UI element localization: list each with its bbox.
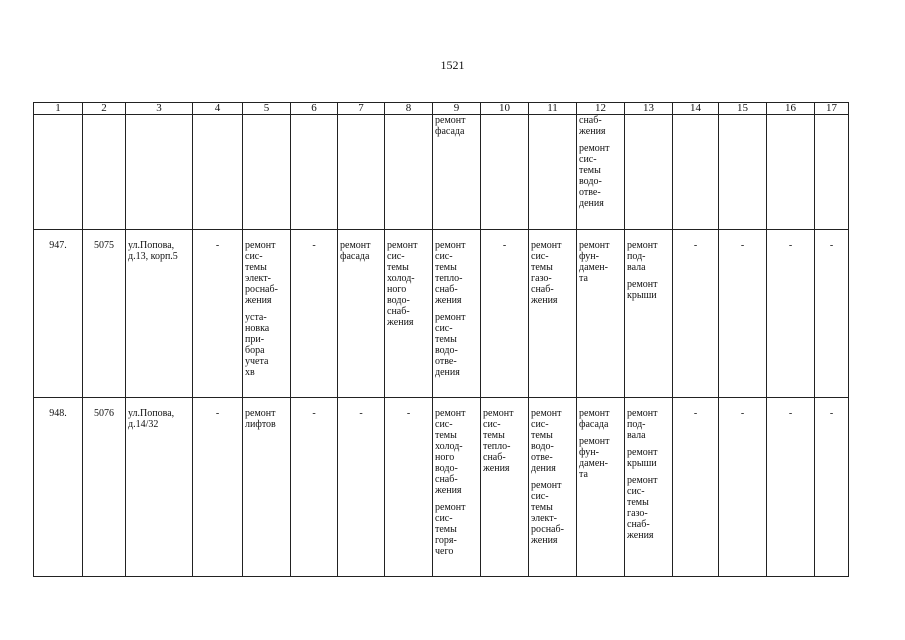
column-number-11: 11 xyxy=(529,103,577,115)
column-number-17: 17 xyxy=(815,103,849,115)
table-cell-col-6 xyxy=(291,230,338,398)
table-row xyxy=(34,398,849,577)
table-cell-col-14 xyxy=(673,398,719,577)
column-number-9: 9 xyxy=(433,103,481,115)
cell-text: ремонт под- вала xyxy=(627,240,658,273)
cell-text: уста- новка при- бора учета хв xyxy=(245,312,270,378)
cell-text: ремонт крыши xyxy=(627,447,658,469)
cell-text: 947. xyxy=(49,240,67,251)
cell-text: - xyxy=(215,408,220,419)
table-cell-col-9 xyxy=(433,398,481,577)
cell-text: ремонт лифтов xyxy=(245,408,276,430)
cell-text: ремонт сис- темы элект- роснаб- жения xyxy=(531,480,564,546)
table-row xyxy=(34,230,849,398)
cell-text: ремонт фун- дамен- та xyxy=(579,436,610,480)
table-cell-col-1 xyxy=(34,115,83,230)
cell-text: ремонт сис- темы холод- ного водо- снаб- жения xyxy=(387,240,418,328)
cell-text: ремонт под- вала xyxy=(627,408,658,441)
table-cell-col-12 xyxy=(577,115,625,230)
table-cell-col-16 xyxy=(767,398,815,577)
table-cell-col-7 xyxy=(338,230,385,398)
table-cell-col-2 xyxy=(83,230,126,398)
table-cell-col-11 xyxy=(529,398,577,577)
cell-text: - xyxy=(740,240,745,251)
column-number-6: 6 xyxy=(291,103,338,115)
table-cell-col-16 xyxy=(767,230,815,398)
table-cell-col-8 xyxy=(385,230,433,398)
table-cell-col-5 xyxy=(243,398,291,577)
cell-text: ремонт сис- темы водо- отве- дения xyxy=(531,408,562,474)
cell-text: ремонт сис- темы холод- ного водо- снаб- жения xyxy=(435,408,466,496)
cell-text: ремонт фасада xyxy=(579,408,610,430)
table-cell-col-16 xyxy=(767,115,815,230)
cell-text: - xyxy=(829,408,834,419)
table-cell-col-9 xyxy=(433,115,481,230)
table-cell-col-12 xyxy=(577,230,625,398)
cell-text: - xyxy=(693,408,698,419)
table-cell-col-15 xyxy=(719,398,767,577)
column-number-7: 7 xyxy=(338,103,385,115)
table-cell-col-9 xyxy=(433,230,481,398)
table-cell-col-11 xyxy=(529,115,577,230)
table-cell-col-10 xyxy=(481,230,529,398)
cell-text: - xyxy=(215,240,220,251)
repair-works-table xyxy=(33,102,849,577)
table-cell-col-10 xyxy=(481,398,529,577)
cell-text: - xyxy=(788,408,793,419)
table-cell-col-3 xyxy=(126,115,193,230)
table-cell-col-6 xyxy=(291,398,338,577)
cell-text: ремонт сис- темы газо- снаб- жения xyxy=(627,475,658,541)
table-cell-col-14 xyxy=(673,230,719,398)
cell-text: - xyxy=(312,408,316,419)
table-cell-col-5 xyxy=(243,230,291,398)
column-number-12: 12 xyxy=(577,103,625,115)
cell-text: ремонт сис- темы тепло- снаб- жения xyxy=(435,240,466,306)
table-cell-col-4 xyxy=(193,115,243,230)
table-cell-col-4 xyxy=(193,398,243,577)
table-cell-col-15 xyxy=(719,115,767,230)
table-cell-col-13 xyxy=(625,115,673,230)
cell-text: - xyxy=(406,408,411,419)
cell-text: снаб- жения xyxy=(579,115,606,137)
table-cell-col-7 xyxy=(338,115,385,230)
table-cell-col-7 xyxy=(338,398,385,577)
column-number-3: 3 xyxy=(126,103,193,115)
column-number-2: 2 xyxy=(83,103,126,115)
cell-text: - xyxy=(693,240,698,251)
page-number: 1521 xyxy=(440,58,465,72)
cell-text: ремонт фасада xyxy=(435,115,466,137)
cell-text: - xyxy=(312,240,316,251)
table-cell-col-17 xyxy=(815,398,849,577)
table-cell-col-13 xyxy=(625,398,673,577)
table-cell-col-14 xyxy=(673,115,719,230)
cell-text: 5075 xyxy=(94,240,114,251)
cell-text: - xyxy=(829,240,834,251)
cell-text: ремонт сис- темы горя- чего xyxy=(435,502,466,557)
table-body xyxy=(34,103,849,577)
table-cell-col-12 xyxy=(577,398,625,577)
cell-text: - xyxy=(502,240,507,251)
column-number-13: 13 xyxy=(625,103,673,115)
cell-text: ремонт фасада xyxy=(340,240,371,262)
table-cell-col-1 xyxy=(34,230,83,398)
cell-text: ремонт фун- дамен- та xyxy=(579,240,610,284)
table-cell-col-6 xyxy=(291,115,338,230)
cell-text: ремонт сис- темы элект- роснаб- жения xyxy=(245,240,278,306)
cell-text: ул.Попова, д.14/32 xyxy=(128,408,175,430)
table-row xyxy=(34,115,849,230)
cell-text: 5076 xyxy=(94,408,114,419)
column-number-10: 10 xyxy=(481,103,529,115)
table-cell-col-3 xyxy=(126,230,193,398)
column-number-4: 4 xyxy=(193,103,243,115)
table-cell-col-17 xyxy=(815,230,849,398)
table-cell-col-15 xyxy=(719,230,767,398)
cell-text: ул.Попова, д.13, корп.5 xyxy=(128,240,178,262)
cell-text: ремонт сис- темы водо- отве- дения xyxy=(579,143,610,209)
cell-text: - xyxy=(788,240,793,251)
table-cell-col-2 xyxy=(83,398,126,577)
table-cell-col-4 xyxy=(193,230,243,398)
table-cell-col-8 xyxy=(385,398,433,577)
column-number-8: 8 xyxy=(385,103,433,115)
table-cell-col-8 xyxy=(385,115,433,230)
cell-text: ремонт сис- темы тепло- снаб- жения xyxy=(483,408,514,474)
table-cell-col-11 xyxy=(529,230,577,398)
table-cell-col-10 xyxy=(481,115,529,230)
table-cell-col-2 xyxy=(83,115,126,230)
cell-text: ремонт сис- темы газо- снаб- жения xyxy=(531,240,562,306)
column-number-15: 15 xyxy=(719,103,767,115)
column-number-14: 14 xyxy=(673,103,719,115)
table-cell-col-17 xyxy=(815,115,849,230)
table-cell-col-3 xyxy=(126,398,193,577)
table-cell-col-5 xyxy=(243,115,291,230)
table-cell-col-13 xyxy=(625,230,673,398)
table-cell-col-1 xyxy=(34,398,83,577)
cell-text: 948. xyxy=(49,408,67,419)
column-number-1: 1 xyxy=(34,103,83,115)
cell-text: ремонт сис- темы водо- отве- дения xyxy=(435,312,466,378)
cell-text: ремонт крыши xyxy=(627,279,658,301)
column-number-row xyxy=(34,103,849,115)
cell-text: - xyxy=(740,408,745,419)
column-number-16: 16 xyxy=(767,103,815,115)
cell-text: - xyxy=(359,408,363,419)
column-number-5: 5 xyxy=(243,103,291,115)
